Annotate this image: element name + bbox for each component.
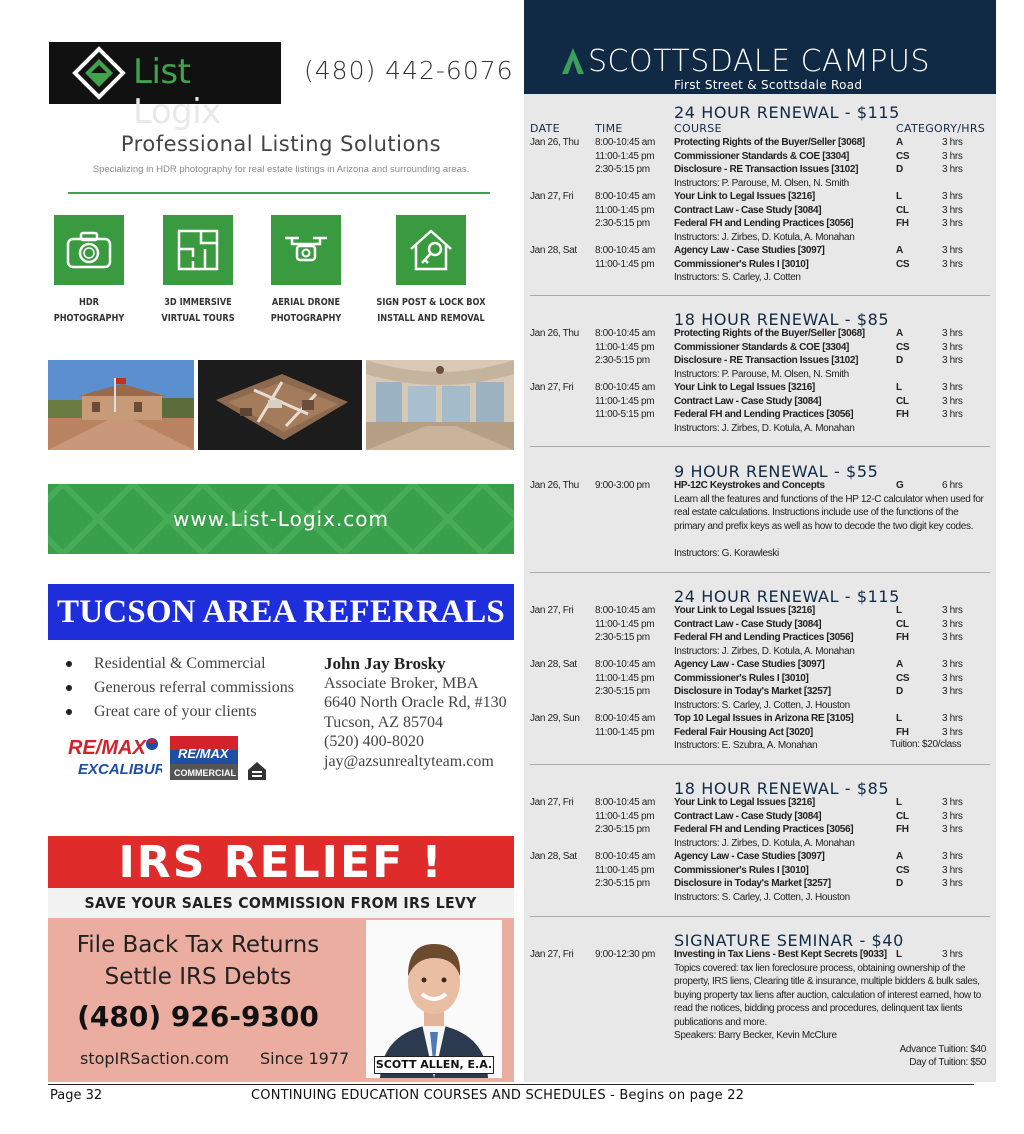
equal-housing-icon [246, 760, 268, 782]
course-cell: Agency Law - Case Studies [3097] [674, 659, 825, 670]
time-cell: 11:00-1:45 pm [595, 672, 655, 684]
date-cell: Jan 28, Sat [530, 245, 577, 256]
category-cell: CS [896, 150, 910, 162]
table-row [530, 204, 990, 218]
instructors-row [530, 271, 990, 285]
day-of-tuition: Day of Tuition: $50 [909, 1057, 986, 1068]
table-row [530, 604, 990, 618]
table-row [530, 327, 990, 341]
list-logix-phone: (480) 442-6076 [304, 56, 514, 85]
time-cell: 8:00-10:45 am [595, 713, 655, 724]
course-cell: Agency Law - Case Studies [3097] [674, 851, 825, 862]
list-logix-url[interactable]: www.List-Logix.com [173, 507, 389, 531]
table-row [530, 354, 990, 368]
table-row [530, 395, 990, 409]
campus-subtitle: First Street & Scottsdale Road [674, 78, 863, 92]
time-cell: 2:30-5:15 pm [595, 164, 650, 175]
tuition-note: Tuition: $20/class [890, 739, 962, 750]
category-cell: G [896, 480, 904, 491]
category-cell: CS [896, 864, 910, 876]
campus-title: SCOTTSDALE CAMPUS [588, 44, 931, 79]
course-cell: Your Link to Legal Issues [3216] [674, 605, 815, 616]
hours-cell: 3 hrs [942, 245, 963, 256]
hours-cell: 3 hrs [942, 797, 963, 808]
table-row [530, 163, 990, 177]
tucson-banner [48, 584, 514, 640]
time-cell: 11:00-1:45 pm [595, 810, 655, 822]
instructors-row [530, 368, 990, 382]
time-cell: 9:00-12:30 pm [595, 949, 655, 960]
time-cell: 8:00-10:45 am [595, 191, 655, 202]
list-logix-logo-text [133, 52, 281, 132]
course-cell: Instructors: J. Zirbes, D. Kotula, A. Monahan [674, 231, 855, 243]
category-cell: CS [896, 672, 910, 684]
logo-word-list: List [133, 52, 191, 92]
course-cell: HP-12C Keystrokes and Concepts [674, 480, 825, 491]
agent-phone: (520) 400-8020 [324, 733, 424, 750]
date-cell: Jan 27, Fri [530, 797, 574, 808]
svg-text:RE/MAX: RE/MAX [68, 737, 146, 759]
category-cell: D [896, 686, 903, 697]
instructors-row [530, 422, 990, 436]
house-exterior-photo [48, 360, 194, 450]
section-divider [530, 572, 990, 573]
header-time: TIME [595, 122, 623, 135]
list-item: Residential & Commercial [66, 652, 316, 676]
course-cell: Disclosure - RE Transaction Issues [3102] [674, 164, 859, 175]
table-row [530, 190, 990, 204]
table-row [530, 726, 990, 740]
table-row [530, 479, 990, 493]
table-row [530, 258, 990, 272]
date-cell: Jan 29, Sun [530, 713, 580, 724]
time-cell: 8:00-10:45 am [595, 605, 655, 616]
section-divider [530, 916, 990, 917]
service-sign-post [356, 215, 506, 326]
category-cell: L [896, 191, 902, 202]
agent-title: Associate Broker, MBA [324, 674, 479, 692]
category-cell: A [896, 245, 903, 256]
table-row [530, 796, 990, 810]
hours-cell: 3 hrs [942, 341, 963, 353]
time-cell: 8:00-10:45 am [595, 137, 655, 148]
course-description: Learn all the features and functions of the HP 12-C calculator when used for real estate calculations. Instructions include use of the functions of the primary and prefix keys as well as how to decode the two digit key codes. [674, 493, 984, 532]
hours-cell: 3 hrs [942, 851, 963, 862]
footer-text: CONTINUING EDUCATION COURSES AND SCHEDULES - Begins on page 22 [251, 1088, 745, 1103]
date-cell: Jan 27, Fri [530, 191, 574, 202]
floorplan-icon [163, 215, 233, 285]
category-cell: D [896, 878, 903, 889]
speakers-row: Speakers: Barry Becker, Kevin McClure [674, 1030, 837, 1041]
category-cell: FH [896, 632, 909, 643]
footer-rule [48, 1084, 974, 1085]
hours-cell: 3 hrs [942, 878, 963, 889]
irs-phone: (480) 926-9300 [77, 1000, 319, 1033]
course-cell: Contract Law - Case Study [3084] [674, 204, 822, 216]
time-cell: 11:00-1:45 pm [595, 204, 655, 216]
time-cell: 8:00-10:45 am [595, 328, 655, 339]
time-cell: 11:00-1:45 pm [595, 150, 655, 162]
instructors-row [530, 645, 990, 659]
list-logix-header [48, 42, 514, 132]
course-cell: Federal FH and Lending Practices [3056] [674, 409, 854, 420]
table-row [530, 244, 990, 258]
tucson-contact [324, 654, 514, 771]
date-cell: Jan 27, Fri [530, 605, 574, 616]
list-logix-title: Professional Listing Solutions [120, 132, 442, 156]
campus-header [524, 0, 996, 94]
category-cell: A [896, 328, 903, 339]
table-row [530, 685, 990, 699]
course-cell: Instructors: J. Zirbes, D. Kotula, A. Monahan [674, 645, 855, 657]
hours-cell: 3 hrs [942, 218, 963, 229]
irs-line-1: File Back Tax Returns [76, 932, 320, 958]
instructors-row [530, 837, 990, 851]
list-logix-subtitle: Specializing in HDR photography for real estate listings in Arizona and surrounding areas. [92, 164, 470, 175]
list-item: Generous referral commissions [66, 676, 316, 700]
course-cell: Your Link to Legal Issues [3216] [674, 382, 815, 393]
course-cell: Instructors: S. Carley, J. Cotten, J. Houston [674, 891, 850, 903]
irs-title: IRS RELIEF ! [118, 836, 444, 888]
hours-cell: 3 hrs [942, 726, 963, 738]
category-cell: L [896, 797, 902, 808]
course-cell: Commissioner's Rules I [3010] [674, 672, 809, 684]
remax-excalibur-logo [66, 734, 162, 782]
table-row [530, 341, 990, 355]
hours-cell: 3 hrs [942, 137, 963, 148]
course-cell: Contract Law - Case Study [3084] [674, 395, 822, 407]
interior-photo [366, 360, 514, 450]
category-cell: L [896, 382, 902, 393]
table-row [530, 658, 990, 672]
house-key-icon [396, 215, 466, 285]
time-cell: 11:00-1:45 pm [595, 341, 655, 353]
category-cell: A [896, 659, 903, 670]
hours-cell: 3 hrs [942, 605, 963, 616]
table-row [530, 136, 990, 150]
course-cell: Instructors: P. Parouse, M. Olsen, N. Smith [674, 368, 849, 380]
header-category-hours: CATEGORY/HRS [896, 122, 986, 135]
svg-text:RE/MAX: RE/MAX [178, 746, 229, 761]
time-cell: 2:30-5:15 pm [595, 878, 650, 889]
section-divider [530, 295, 990, 296]
time-cell: 2:30-5:15 pm [595, 218, 650, 229]
course-cell: Contract Law - Case Study [3084] [674, 810, 822, 822]
hours-cell: 3 hrs [942, 395, 963, 407]
course-cell: Protecting Rights of the Buyer/Seller [3068] [674, 137, 865, 148]
category-cell: A [896, 851, 903, 862]
time-cell: 11:00-1:45 pm [595, 618, 655, 630]
service-label: AERIAL DRONE PHOTOGRAPHY [270, 297, 342, 324]
table-row [530, 877, 990, 891]
list-logix-divider [68, 192, 490, 194]
category-cell: L [896, 713, 902, 724]
service-label: SIGN POST & LOCK BOX INSTALL AND REMOVAL [376, 297, 486, 324]
tucson-banner-title: TUCSON AREA REFERRALS [57, 593, 505, 630]
section-title: 9 HOUR RENEWAL - $55 [674, 462, 879, 481]
category-cell: D [896, 164, 903, 175]
listing-photos [48, 360, 514, 450]
irs-subtitle-bar [48, 888, 514, 918]
agent-address: 6640 North Oracle Rd, #130 [324, 694, 507, 711]
time-cell: 2:30-5:15 pm [595, 632, 650, 643]
category-cell: CL [896, 395, 909, 407]
course-cell: Instructors: J. Zirbes, D. Kotula, A. Monahan [674, 422, 855, 434]
irs-line-2: Settle IRS Debts [104, 964, 292, 990]
table-row [530, 381, 990, 395]
tucson-bullet-list [66, 652, 316, 724]
category-cell: CL [896, 204, 909, 216]
table-row [530, 618, 990, 632]
time-cell: 2:30-5:15 pm [595, 824, 650, 835]
irs-title-banner [48, 836, 514, 888]
service-3d-tours [143, 215, 253, 326]
table-row [530, 850, 990, 864]
course-cell: Commissioner's Rules I [3010] [674, 864, 809, 876]
hours-cell: 3 hrs [942, 409, 963, 420]
table-row [530, 864, 990, 878]
hours-cell: 3 hrs [942, 713, 963, 724]
instructors-row [530, 177, 990, 191]
table-row [530, 408, 990, 422]
list-item: Great care of your clients [66, 700, 316, 724]
hours-cell: 3 hrs [942, 258, 963, 270]
time-cell: 2:30-5:15 pm [595, 686, 650, 697]
course-cell: Your Link to Legal Issues [3216] [674, 797, 815, 808]
category-cell: CL [896, 618, 909, 630]
category-cell: L [896, 949, 902, 960]
3d-tour-photo [198, 360, 362, 450]
course-cell: Commissioner Standards & COE [3304] [674, 341, 850, 353]
date-cell: Jan 26, Thu [530, 137, 579, 148]
hours-cell: 3 hrs [942, 164, 963, 175]
time-cell: 8:00-10:45 am [595, 245, 655, 256]
table-row [530, 823, 990, 837]
course-cell: Federal FH and Lending Practices [3056] [674, 824, 854, 835]
section-divider [530, 764, 990, 765]
category-cell: CL [896, 810, 909, 822]
hours-cell: 3 hrs [942, 632, 963, 643]
agent-city: Tucson, AZ 85704 [324, 713, 443, 731]
course-cell: Federal FH and Lending Practices [3056] [674, 632, 854, 643]
category-cell: FH [896, 726, 909, 738]
category-cell: L [896, 605, 902, 616]
hours-cell: 3 hrs [942, 382, 963, 393]
hours-cell: 3 hrs [942, 328, 963, 339]
list-logix-mark-icon [71, 45, 127, 101]
table-row [530, 948, 990, 962]
category-cell: A [896, 137, 903, 148]
course-cell: Disclosure - RE Transaction Issues [3102] [674, 355, 859, 366]
section-divider [530, 446, 990, 447]
time-cell: 2:30-5:15 pm [595, 355, 650, 366]
svg-text:COMMERCIAL: COMMERCIAL [174, 768, 236, 778]
header-course: COURSE [674, 122, 722, 135]
hours-cell: 3 hrs [942, 191, 963, 202]
header-date: DATE [530, 122, 560, 135]
hours-cell: 3 hrs [942, 204, 963, 216]
date-cell: Jan 27, Fri [530, 949, 574, 960]
drone-icon [271, 215, 341, 285]
date-cell: Jan 28, Sat [530, 659, 577, 670]
date-cell: Jan 27, Fri [530, 382, 574, 393]
category-cell: D [896, 355, 903, 366]
section-title: 18 HOUR RENEWAL - $85 [674, 779, 890, 798]
service-label: HDR PHOTOGRAPHY [53, 297, 125, 324]
date-cell: Jan 26, Thu [530, 480, 579, 491]
remax-commercial-logo [170, 734, 238, 782]
course-cell: Federal Fair Housing Act [3020] [674, 726, 813, 738]
hours-cell: 6 hrs [942, 480, 963, 491]
advance-tuition: Advance Tuition: $40 [899, 1043, 986, 1055]
irs-since: Since 1977 [260, 1049, 350, 1068]
table-row [530, 712, 990, 726]
svg-text:EXCALIBUR: EXCALIBUR [78, 761, 162, 778]
table-row [530, 672, 990, 686]
hours-cell: 3 hrs [942, 810, 963, 822]
instructors-row [530, 699, 990, 713]
logo-word-logix: Logix [133, 92, 221, 132]
campus-logo-icon [562, 48, 584, 74]
course-cell: Commissioner Standards & COE [3304] [674, 150, 850, 162]
category-cell: FH [896, 409, 909, 420]
hours-cell: 3 hrs [942, 355, 963, 366]
time-cell: 11:00-1:45 pm [595, 258, 655, 270]
course-cell: Instructors: J. Zirbes, D. Kotula, A. Monahan [674, 837, 855, 849]
page-number: Page 32 [50, 1088, 103, 1103]
course-description: Topics covered: tax lien foreclosure process, obtaining ownership of the property, IRS liens, Clearing title & insurance, multiple bidders & bulk sales, buying property tax liens after auction, calculation of interest earned, how to read the notices, bidding process and procedures, delinquent tax lients publications and more. [674, 962, 981, 1028]
list-logix-logo [49, 42, 281, 132]
course-cell: Commissioner's Rules I [3010] [674, 258, 809, 270]
course-cell: Instructors: S. Carley, J. Cotten, J. Houston [674, 699, 850, 711]
hours-cell: 3 hrs [942, 824, 963, 835]
course-cell: Disclosure in Today's Market [3257] [674, 686, 831, 697]
table-row [530, 150, 990, 164]
time-cell: 11:00-1:45 pm [595, 395, 655, 407]
hours-cell: 3 hrs [942, 864, 963, 876]
date-cell: Jan 26, Thu [530, 328, 579, 339]
section-title: 18 HOUR RENEWAL - $85 [674, 310, 890, 329]
hours-cell: 3 hrs [942, 672, 963, 684]
time-cell: 11:00-1:45 pm [595, 726, 655, 738]
hours-cell: 3 hrs [942, 618, 963, 630]
course-cell: Protecting Rights of the Buyer/Seller [3068] [674, 328, 865, 339]
agent-email[interactable]: jay@azsunrealtyteam.com [324, 752, 494, 770]
course-cell: Disclosure in Today's Market [3257] [674, 878, 831, 889]
time-cell: 8:00-10:45 am [595, 851, 655, 862]
time-cell: 11:00-1:45 pm [595, 864, 655, 876]
agent-name: John Jay Brosky [324, 654, 446, 673]
time-cell: 11:00-5:15 pm [595, 409, 655, 420]
irs-name-tag: SCOTT ALLEN, E.A. [374, 1056, 494, 1074]
irs-subtitle: SAVE YOUR SALES COMMISSION FROM IRS LEVY [84, 894, 478, 912]
category-cell: CS [896, 341, 910, 353]
hours-cell: 3 hrs [942, 659, 963, 670]
instructors-row: Instructors: G. Korawleski [674, 547, 779, 559]
time-cell: 9:00-3:00 pm [595, 480, 650, 491]
course-cell: Instructors: S. Carley, J. Cotten [674, 272, 801, 283]
service-hdr [34, 215, 144, 326]
instructors-row [530, 891, 990, 905]
course-cell: Agency Law - Case Studies [3097] [674, 245, 825, 256]
course-cell: Contract Law - Case Study [3084] [674, 618, 822, 630]
category-cell: FH [896, 824, 909, 835]
hours-cell: 3 hrs [942, 686, 963, 697]
portrait-photo [366, 920, 502, 1078]
time-cell: 8:00-10:45 am [595, 382, 655, 393]
time-cell: 8:00-10:45 am [595, 659, 655, 670]
service-drone [251, 215, 361, 326]
category-cell: FH [896, 218, 909, 229]
course-cell: Your Link to Legal Issues [3216] [674, 191, 815, 202]
category-cell: CS [896, 258, 910, 270]
course-cell: Investing in Tax Liens - Best Kept Secrets [9033] [674, 949, 887, 960]
service-label: 3D IMMERSIVE VIRTUAL TOURS [161, 297, 235, 324]
section-title: SIGNATURE SEMINAR - $40 [674, 931, 904, 950]
course-cell: Instructors: P. Parouse, M. Olsen, N. Smith [674, 177, 849, 189]
table-row [530, 631, 990, 645]
section-title: 24 HOUR RENEWAL - $115 [674, 103, 900, 122]
hours-cell: 3 hrs [942, 150, 963, 162]
instructors-row [530, 231, 990, 245]
course-cell: Federal FH and Lending Practices [3056] [674, 218, 854, 229]
course-schedule [524, 0, 996, 1082]
course-cell: Top 10 Legal Issues in Arizona RE [3105] [674, 713, 854, 724]
section-title: 24 HOUR RENEWAL - $115 [674, 587, 900, 606]
table-row [530, 217, 990, 231]
irs-website[interactable]: stopIRSaction.com [80, 1049, 230, 1068]
table-row [530, 810, 990, 824]
time-cell: 8:00-10:45 am [595, 797, 655, 808]
irs-body [48, 918, 514, 1082]
course-cell: Instructors: E. Szubra, A. Monahan [674, 740, 818, 751]
camera-icon [54, 215, 124, 285]
hours-cell: 3 hrs [942, 949, 963, 960]
list-logix-url-banner [48, 484, 514, 554]
date-cell: Jan 28, Sat [530, 851, 577, 862]
